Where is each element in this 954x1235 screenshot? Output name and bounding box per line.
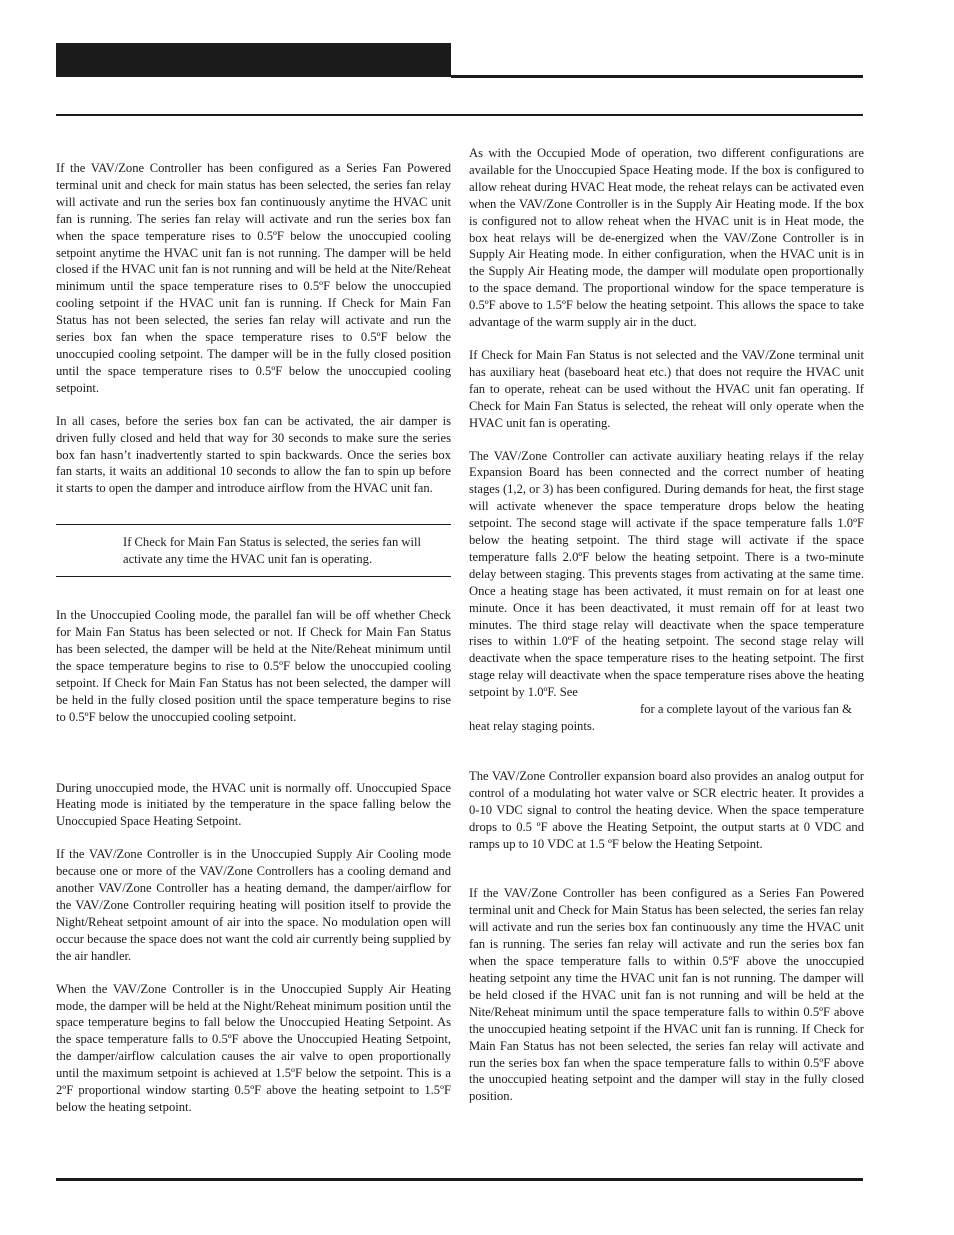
top-rule <box>56 114 863 116</box>
note-text: If Check for Main Fan Status is selected, the series fan will activate any time the HVAC unit fan is operating. <box>123 535 421 566</box>
paragraph: If the VAV/Zone Controller is in the Unoccupied Supply Air Cooling mode because one or more of the VAV/Zone Controllers has a cooling demand and another VAV/Zone Controller has a heating demand, the damper/airflow for the VAV/Zone Controller requiring heating will position itself to provide the Night/Reheat setpoint amount of air into the space. No modulation open will occur because the space does not want the cold air currently being supplied by the air handler. <box>56 847 451 963</box>
right-column <box>469 145 864 1105</box>
header-bar <box>56 43 451 77</box>
paragraph: During unoccupied mode, the HVAC unit is normally off. Unoccupied Space Heating mode is initiated by the temperature in the space falling below the Unoccupied Space Heating Setpoint. <box>56 780 451 829</box>
note-top-rule <box>56 524 451 525</box>
paragraph: When the VAV/Zone Controller is in the Unoccupied Supply Air Heating mode, the damper will be held at the Night/Reheat minimum position until the space temperature begins to fall below the Unoccupied Heating Setpoint. As the space temperature falls to 0.5ºF above the Unoccupied Heating Setpoint, the damper/airflow calculation causes the air valve to open proportionally until the maximum setpoint is achieved at 1.5ºF below the setpoint. This is a 2ºF proportional window starting 0.5ºF above the heating setpoint to 1.5ºF below the heating setpoint. <box>56 981 451 1114</box>
paragraph: In all cases, before the series box fan can be activated, the air damper is driven fully closed and held that way for 30 seconds to make sure the series box fan hasn’t inadvertently started to spin backwards. Once the series box fan starts, it waits an additional 10 seconds to allow the fan to spin up before it starts to open the damper and introduce airflow from the HVAC unit fan. <box>56 413 451 496</box>
left-column <box>56 160 451 1116</box>
paragraph: As with the Occupied Mode of operation, two different configurations are available for the Unoccupied Space Heating mode. If the box is configured to allow reheat during HVAC Heat mode, the reheat relays can be activated even when the VAV/Zone Controller is in the Supply Air Heating mode. If the box is configured not to allow reheat when the HVAC unit is in Heat mode, the box heat relays will be de-energized when the VAV/Zone Controller is in Supply Air Heating mode. In either configuration, when the HVAC unit is in the Supply Air Heating mode, the damper will modulate open proportionally to the space demand. The proportional window for the space temperature is 0.5ºF above to 1.5ºF below the heating setpoint. This allows the space to take advantage of the warm supply air in the duct. <box>469 146 864 330</box>
paragraph: The VAV/Zone Controller can activate auxiliary heating relays if the relay Expansion Board has been connected and the correct number of heating stages (1,2, or 3) has been configured. During demands for heat, the first stage will activate whenever the space temperature drops below the heating setpoint. The second stage will activate if the space temperature falls 1.0ºF below the heating setpoint. The third stage will activate if the space temperature falls 2.0ºF below the heating setpoint. There is a two-minute delay between staging. This prevents stages from activating at the same time. Once a heating stage has been activated, it must remain on for at least one minute. Once it has been deactivated, it must remain off for at least two minutes. The third stage relay will deactivate when the space temperature rises to within 1.0ºF of the heating setpoint. The second stage relay will deactivate when the space temperature rises to the heating setpoint. The first stage relay will deactivate when the space temperature rises above the heating setpoint by 1.0ºF. See <box>469 448 864 700</box>
paragraph: If the VAV/Zone Controller has been configured as a Series Fan Powered terminal unit and check for main status has been selected, the series fan relay will activate and run the series box fan continuously anytime the HVAC unit fan is running. The series fan relay will activate and run the series box fan when the space temperature rises to 0.5ºF below the unoccupied cooling setpoint anytime the HVAC unit fan is not running. The damper will be held closed if the HVAC unit fan is not running and will be held at the Nite/Reheat minimum until the space temperature rises to 0.5ºF below the unoccupied cooling setpoint if the HVAC unit fan is running. If Check for Main Fan Status has not been selected, the series fan relay will activate and run the series box fan when the space temperature rises to 0.5ºF below the unoccupied cooling setpoint. The damper will be in the fully closed position until the space temperature rises to 0.5ºF below the unoccupied cooling setpoint. <box>56 161 451 395</box>
paragraph: If the VAV/Zone Controller has been configured as a Series Fan Powered terminal unit and Check for Main Status has been selected, the series fan relay will activate and run the series box fan continuously any time the HVAC unit fan is running. The series fan relay will activate and run the series box fan when the space temperature falls to within 0.5ºF above the unoccupied heating setpoint any time the HVAC unit fan is not running. The damper will be held closed if the HVAC unit fan is not running and will be held at the Nite/Reheat minimum until the space temperature falls to within 0.5ºF above the unoccupied heating setpoint if the HVAC unit fan is running. If Check for Main Fan Status has not been selected, the series fan relay will activate and run the series box fan when the space temperature falls to within 0.5ºF above the unoccupied heating setpoint and the damper will stay in the fully closed position. <box>469 886 864 1104</box>
paragraph: for a complete layout of the various fan & heat relay staging points. <box>469 702 852 733</box>
bottom-rule <box>56 1178 863 1181</box>
note-bottom-rule <box>56 576 451 577</box>
header-rule <box>451 75 863 78</box>
paragraph: In the Unoccupied Cooling mode, the parallel fan will be off whether Check for Main Fan Status has been selected or not. If Check for Main Fan Status has been selected, the damper will be held at the Nite/Reheat minimum until the space temperature begins to rise to 0.5ºF below the unoccupied cooling setpoint. If Check for Main Fan Status has not been selected, the damper will be held in the fully closed position until the space temperature begins to rise to 0.5ºF below the unoccupied cooling setpoint. <box>56 608 451 724</box>
paragraph: The VAV/Zone Controller expansion board also provides an analog output for control of a modulating hot water valve or SCR electric heater. It provides a 0-10 VDC signal to control the heating device. When the space temperature drops to 0.5 ºF above the Heating Setpoint, the output starts at 0 VDC and ramps up to 10 VDC at 1.5 ºF below the Heating Setpoint. <box>469 768 864 851</box>
paragraph: If Check for Main Fan Status is not selected and the VAV/Zone terminal unit has auxiliary heat (baseboard heat etc.) that does not require the HVAC unit fan to operate, reheat can be used without the HVAC unit fan operating. If Check for Main Fan Status is selected, the reheat will only operate when the HVAC unit fan is operating. <box>469 347 864 430</box>
